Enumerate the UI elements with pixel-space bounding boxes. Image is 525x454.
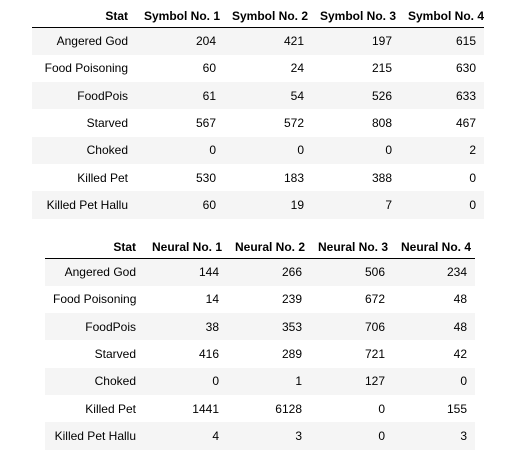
- table-cell: 0: [460, 374, 467, 389]
- column-header-stat: Stat: [45, 233, 144, 259]
- table-cell: 289: [281, 347, 302, 362]
- row-label: Choked: [94, 374, 136, 389]
- column-header-symbol-3: Symbol No. 3: [312, 0, 400, 28]
- row-label: FoodPois: [77, 88, 128, 103]
- table-cell: 526: [371, 88, 392, 103]
- table-cell: 0: [297, 143, 304, 158]
- table-cell: 144: [198, 265, 219, 280]
- table-row: [32, 191, 484, 218]
- table-row: [32, 55, 484, 82]
- table-row: [32, 137, 484, 164]
- table-cell: 239: [281, 292, 302, 307]
- table-cell: 0: [378, 428, 385, 443]
- table-cell: 14: [205, 292, 219, 307]
- table-cell: 0: [378, 401, 385, 416]
- table-cell: 506: [364, 265, 385, 280]
- row-label: Angered God: [64, 265, 136, 280]
- row-label: Starved: [86, 116, 128, 131]
- table-cell: 3: [295, 428, 302, 443]
- neural-stats-table: [45, 233, 475, 450]
- row-label: Killed Pet: [85, 401, 136, 416]
- table-row: [45, 259, 475, 286]
- table-cell: 155: [446, 401, 467, 416]
- table-cell: 7: [385, 197, 392, 212]
- row-label: Starved: [94, 347, 136, 362]
- row-label: Angered God: [56, 34, 128, 49]
- table-row: [45, 368, 475, 395]
- table-cell: 60: [202, 197, 216, 212]
- table-row: [45, 286, 475, 313]
- table-cell: 633: [455, 88, 476, 103]
- table-cell: 0: [385, 143, 392, 158]
- table-cell: 530: [195, 170, 216, 185]
- table-cell: 204: [195, 34, 216, 49]
- table-cell: 615: [455, 34, 476, 49]
- table-cell: 215: [371, 61, 392, 76]
- row-label: Food Poisoning: [44, 61, 128, 76]
- table-cell: 38: [205, 319, 219, 334]
- symbol-stats-table: [32, 0, 484, 219]
- table-cell: 388: [371, 170, 392, 185]
- table-cell: 2: [469, 143, 476, 158]
- table-cell: 127: [364, 374, 385, 389]
- table-cell: 467: [455, 116, 476, 131]
- table-row: [45, 313, 475, 340]
- table-body: [45, 259, 475, 450]
- table-cell: 4: [212, 428, 219, 443]
- table-cell: 61: [202, 88, 216, 103]
- table-row: [32, 28, 484, 55]
- table-cell: 672: [364, 292, 385, 307]
- column-header-neural-3: Neural No. 3: [310, 233, 393, 259]
- table-row: [45, 422, 475, 449]
- table-cell: 3: [460, 428, 467, 443]
- table-cell: 266: [281, 265, 302, 280]
- table-cell: 808: [371, 116, 392, 131]
- table-row: [32, 109, 484, 136]
- table-cell: 60: [202, 61, 216, 76]
- table-cell: 0: [209, 143, 216, 158]
- table-cell: 416: [198, 347, 219, 362]
- table-cell: 183: [283, 170, 304, 185]
- column-header-symbol-4: Symbol No. 4: [400, 0, 484, 28]
- column-header-stat: Stat: [32, 0, 136, 28]
- table-cell: 721: [364, 347, 385, 362]
- column-header-neural-2: Neural No. 2: [227, 233, 310, 259]
- table-cell: 1: [295, 374, 302, 389]
- row-label: Food Poisoning: [53, 292, 137, 307]
- column-header-neural-1: Neural No. 1: [144, 233, 227, 259]
- table-cell: 54: [290, 88, 304, 103]
- table-cell: 572: [283, 116, 304, 131]
- header-row: [32, 0, 484, 28]
- table-cell: 197: [371, 34, 392, 49]
- column-header-symbol-2: Symbol No. 2: [224, 0, 312, 28]
- table-cell: 706: [364, 319, 385, 334]
- table-header: [45, 233, 475, 259]
- table-cell: 19: [290, 197, 304, 212]
- table-row: [45, 340, 475, 367]
- table-cell: 0: [469, 170, 476, 185]
- row-label: Killed Pet Hallu: [54, 428, 136, 443]
- table-row: [32, 82, 484, 109]
- table-header: [32, 0, 484, 28]
- table-cell: 1441: [192, 401, 219, 416]
- table-row: [45, 395, 475, 422]
- table-cell: 0: [469, 197, 476, 212]
- table-row: [32, 164, 484, 191]
- table-cell: 630: [455, 61, 476, 76]
- row-label: Killed Pet: [77, 170, 128, 185]
- table-cell: 234: [446, 265, 467, 280]
- row-label: Choked: [86, 143, 128, 158]
- table-cell: 0: [212, 374, 219, 389]
- table-cell: 24: [290, 61, 304, 76]
- table-cell: 42: [453, 347, 467, 362]
- column-header-symbol-1: Symbol No. 1: [136, 0, 224, 28]
- table-cell: 48: [453, 292, 467, 307]
- table-cell: 6128: [275, 401, 302, 416]
- table-cell: 48: [453, 319, 467, 334]
- table-cell: 353: [281, 319, 302, 334]
- row-label: FoodPois: [85, 319, 136, 334]
- header-row: [45, 233, 475, 259]
- table-cell: 421: [283, 34, 304, 49]
- row-label: Killed Pet Hallu: [46, 197, 128, 212]
- column-header-neural-4: Neural No. 4: [393, 233, 475, 259]
- table-body: [32, 28, 484, 219]
- table-cell: 567: [195, 116, 216, 131]
